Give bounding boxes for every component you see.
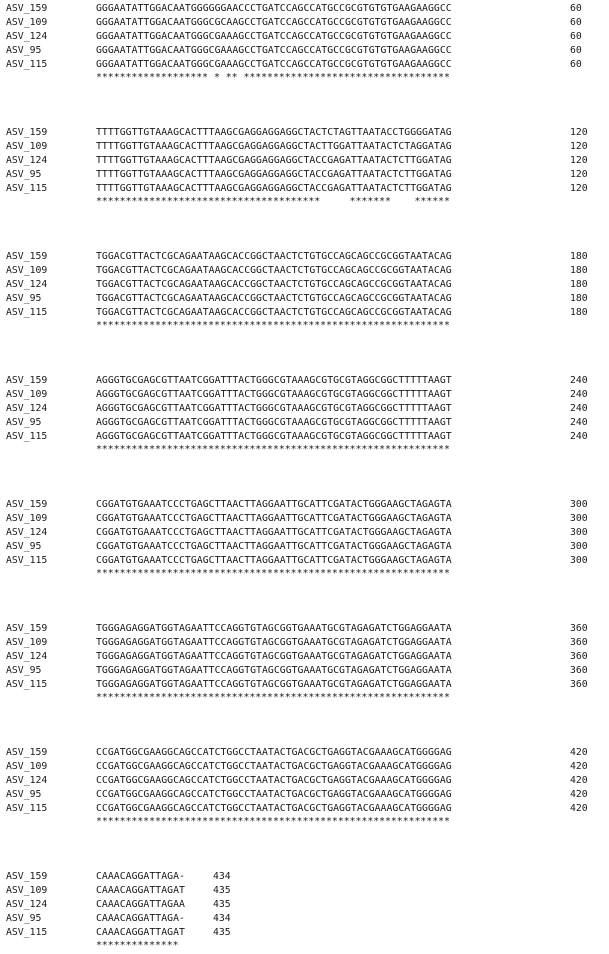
block-gap (6, 582, 609, 622)
sequence-name: ASV_95 (6, 293, 42, 304)
sequence-name: ASV_109 (6, 265, 48, 276)
block-gap (6, 458, 609, 498)
consensus-line (6, 444, 609, 458)
sequence-position: 360 (570, 623, 588, 634)
sequence-name: ASV_109 (6, 761, 48, 772)
sequence-position: 420 (570, 803, 588, 814)
sequence-row (6, 168, 609, 182)
sequence-position: 240 (570, 375, 588, 386)
alignment-block (6, 870, 609, 954)
sequence-row (6, 154, 609, 168)
sequence-residues: TGGGAGAGGATGGTAGAATTCCAGGTGTAGCGGTGAAATGCGTAGAGATCTGGAGGAATA (96, 623, 452, 634)
sequence-residues: TGGACGTTACTCGCAGAATAAGCACCGGCTAACTCTGTGCCAGCAGCCGCGGTAATACAG (96, 251, 452, 262)
sequence-residues: CCGATGGCGAAGGCAGCCATCTGGCCTAATACTGACGCTGAGGTACGAAAGCATGGGGAG (96, 761, 452, 772)
sequence-position: 420 (570, 775, 588, 786)
sequence-position: 180 (570, 251, 588, 262)
sequence-row (6, 746, 609, 760)
sequence-residues: TTTTGGTTGTAAAGCACTTTAAGCGAGGAGGAGGCTACCGAGATTAATACTCTTGGATAG (96, 155, 452, 166)
sequence-position: 300 (570, 527, 588, 538)
sequence-name: ASV_115 (6, 183, 48, 194)
sequence-position: 240 (570, 417, 588, 428)
sequence-name: ASV_109 (6, 17, 48, 28)
sequence-residues: AGGGTGCGAGCGTTAATCGGATTTACTGGGCGTAAAGCGTGCGTAGGCGGCTTTTTAAGT (96, 403, 452, 414)
sequence-row (6, 664, 609, 678)
consensus-symbols: ************************************************************ (96, 816, 450, 827)
sequence-row (6, 554, 609, 568)
sequence-position: 240 (570, 403, 588, 414)
sequence-row (6, 374, 609, 388)
sequence-position: 60 (570, 59, 582, 70)
sequence-position: 240 (570, 431, 588, 442)
sequence-position: 120 (570, 169, 588, 180)
sequence-residues: TTTTGGTTGTAAAGCACTTTAAGCGAGGAGGAGGCTACTTGGATTAATACTCTAGGATAG (96, 141, 452, 152)
sequence-name: ASV_95 (6, 417, 42, 428)
alignment-block (6, 126, 609, 210)
sequence-residues: GGGAATATTGGACAATGGGCGCAAGCCTGATCCAGCCATGCCGCGTGTGTGAAGAAGGCC (96, 17, 452, 28)
sequence-row (6, 140, 609, 154)
sequence-row (6, 388, 609, 402)
sequence-name: ASV_109 (6, 513, 48, 524)
sequence-row (6, 430, 609, 444)
sequence-row (6, 650, 609, 664)
sequence-residues: CGGATGTGAAATCCCTGAGCTTAACTTAGGAATTGCATTCGATACTGGGAAGCTAGAGTA (96, 541, 452, 552)
sequence-position: 120 (570, 127, 588, 138)
sequence-row (6, 526, 609, 540)
consensus-line (6, 568, 609, 582)
sequence-residues: CGGATGTGAAATCCCTGAGCTTAACTTAGGAATTGCATTCGATACTGGGAAGCTAGAGTA (96, 499, 452, 510)
sequence-name: ASV_115 (6, 307, 48, 318)
sequence-residues: TTTTGGTTGTAAAGCACTTTAAGCGAGGAGGAGGCTACCGAGATTAATACTCTTGGATAG (96, 169, 452, 180)
sequence-residues: CGGATGTGAAATCCCTGAGCTTAACTTAGGAATTGCATTCGATACTGGGAAGCTAGAGTA (96, 527, 452, 538)
block-gap (6, 830, 609, 870)
sequence-position: 434 (212, 913, 231, 924)
sequence-residues: AGGGTGCGAGCGTTAATCGGATTTACTGGGCGTAAAGCGTGCGTAGGCGGCTTTTTAAGT (96, 389, 452, 400)
consensus-symbols: ************************************************************ (96, 568, 450, 579)
sequence-residues: CAAACAGGATTAGAT (96, 927, 185, 938)
sequence-name: ASV_115 (6, 431, 48, 442)
sequence-name: ASV_124 (6, 31, 48, 42)
alignment-block (6, 622, 609, 706)
sequence-row (6, 788, 609, 802)
sequence-residues: CCGATGGCGAAGGCAGCCATCTGGCCTAATACTGACGCTGAGGTACGAAAGCATGGGGAG (96, 775, 452, 786)
sequence-residues: CGGATGTGAAATCCCTGAGCTTAACTTAGGAATTGCATTCGATACTGGGAAGCTAGAGTA (96, 513, 452, 524)
sequence-row (6, 926, 609, 940)
sequence-position: 240 (570, 389, 588, 400)
sequence-name: ASV_95 (6, 169, 42, 180)
sequence-name: ASV_115 (6, 803, 48, 814)
sequence-name: ASV_159 (6, 127, 48, 138)
sequence-row (6, 884, 609, 898)
sequence-row (6, 622, 609, 636)
sequence-name: ASV_159 (6, 251, 48, 262)
sequence-position: 180 (570, 279, 588, 290)
alignment-block (6, 746, 609, 830)
sequence-position: 435 (212, 927, 231, 938)
sequence-name: ASV_159 (6, 499, 48, 510)
sequence-residues: TGGGAGAGGATGGTAGAATTCCAGGTGTAGCGGTGAAATGCGTAGAGATCTGGAGGAATA (96, 665, 452, 676)
sequence-name: ASV_109 (6, 885, 48, 896)
sequence-position: 434 (212, 871, 231, 882)
sequence-residues: TGGGAGAGGATGGTAGAATTCCAGGTGTAGCGGTGAAATGCGTAGAGATCTGGAGGAATA (96, 637, 452, 648)
sequence-name: ASV_115 (6, 927, 48, 938)
sequence-residues: CAAACAGGATTAGAT (96, 885, 185, 896)
sequence-row (6, 182, 609, 196)
sequence-row (6, 250, 609, 264)
sequence-residues: AGGGTGCGAGCGTTAATCGGATTTACTGGGCGTAAAGCGTGCGTAGGCGGCTTTTTAAGT (96, 375, 452, 386)
sequence-residues: CCGATGGCGAAGGCAGCCATCTGGCCTAATACTGACGCTGAGGTACGAAAGCATGGGGAG (96, 747, 452, 758)
sequence-position: 420 (570, 747, 588, 758)
sequence-row (6, 2, 609, 16)
sequence-position: 420 (570, 789, 588, 800)
sequence-residues: CCGATGGCGAAGGCAGCCATCTGGCCTAATACTGACGCTGAGGTACGAAAGCATGGGGAG (96, 803, 452, 814)
sequence-row (6, 540, 609, 554)
sequence-residues: TTTTGGTTGTAAAGCACTTTAAGCGAGGAGGAGGCTACCGAGATTAATACTCTTGGATAG (96, 183, 452, 194)
consensus-line (6, 72, 609, 86)
alignment-block (6, 2, 609, 86)
sequence-position: 300 (570, 541, 588, 552)
sequence-position: 300 (570, 513, 588, 524)
sequence-residues: GGGAATATTGGACAATGGGCGAAAGCCTGATCCAGCCATGCCGCGTGTGTGAAGAAGGCC (96, 45, 452, 56)
sequence-row (6, 278, 609, 292)
alignment-block (6, 250, 609, 334)
block-gap (6, 706, 609, 746)
sequence-name: ASV_109 (6, 637, 48, 648)
sequence-position: 60 (570, 31, 582, 42)
sequence-name: ASV_95 (6, 789, 42, 800)
block-gap (6, 86, 609, 126)
sequence-residues: AGGGTGCGAGCGTTAATCGGATTTACTGGGCGTAAAGCGTGCGTAGGCGGCTTTTTAAGT (96, 417, 452, 428)
sequence-row (6, 126, 609, 140)
sequence-residues: TGGACGTTACTCGCAGAATAAGCACCGGCTAACTCTGTGCCAGCAGCCGCGGTAATACAG (96, 293, 452, 304)
consensus-line (6, 692, 609, 706)
consensus-symbols: ************************************************************ (96, 444, 450, 455)
sequence-name: ASV_95 (6, 541, 42, 552)
consensus-symbols: ************************************************************ (96, 692, 450, 703)
block-gap (6, 334, 609, 374)
sequence-position: 120 (570, 141, 588, 152)
sequence-position: 60 (570, 45, 582, 56)
sequence-name: ASV_109 (6, 389, 48, 400)
sequence-position: 300 (570, 555, 588, 566)
sequence-row (6, 44, 609, 58)
sequence-row (6, 498, 609, 512)
sequence-residues: AGGGTGCGAGCGTTAATCGGATTTACTGGGCGTAAAGCGTGCGTAGGCGGCTTTTTAAGT (96, 431, 452, 442)
sequence-position: 60 (570, 17, 582, 28)
sequence-residues: TTTTGGTTGTAAAGCACTTTAAGCGAGGAGGAGGCTACTCTAGTTAATACCTGGGGATAG (96, 127, 452, 138)
sequence-residues: CAAACAGGATTAGA- (96, 871, 185, 882)
sequence-name: ASV_159 (6, 871, 48, 882)
consensus-line (6, 320, 609, 334)
sequence-residues: CAAACAGGATTAGA- (96, 913, 185, 924)
sequence-row (6, 512, 609, 526)
sequence-position: 180 (570, 307, 588, 318)
sequence-residues: CGGATGTGAAATCCCTGAGCTTAACTTAGGAATTGCATTCGATACTGGGAAGCTAGAGTA (96, 555, 452, 566)
sequence-position: 435 (212, 885, 231, 896)
sequence-position: 180 (570, 265, 588, 276)
sequence-row (6, 774, 609, 788)
sequence-position: 180 (570, 293, 588, 304)
sequence-position: 120 (570, 155, 588, 166)
sequence-position: 435 (212, 899, 231, 910)
sequence-name: ASV_95 (6, 45, 42, 56)
sequence-name: ASV_124 (6, 155, 48, 166)
sequence-name: ASV_95 (6, 913, 42, 924)
sequence-row (6, 636, 609, 650)
sequence-row (6, 58, 609, 72)
sequence-name: ASV_159 (6, 747, 48, 758)
sequence-name: ASV_124 (6, 775, 48, 786)
sequence-residues: CCGATGGCGAAGGCAGCCATCTGGCCTAATACTGACGCTGAGGTACGAAAGCATGGGGAG (96, 789, 452, 800)
sequence-residues: TGGGAGAGGATGGTAGAATTCCAGGTGTAGCGGTGAAATGCGTAGAGATCTGGAGGAATA (96, 651, 452, 662)
sequence-row (6, 898, 609, 912)
sequence-position: 120 (570, 183, 588, 194)
sequence-position: 300 (570, 499, 588, 510)
consensus-symbols: ************************************************************ (96, 320, 450, 331)
sequence-row (6, 802, 609, 816)
sequence-residues: TGGACGTTACTCGCAGAATAAGCACCGGCTAACTCTGTGCCAGCAGCCGCGGTAATACAG (96, 279, 452, 290)
sequence-position: 360 (570, 665, 588, 676)
consensus-line (6, 816, 609, 830)
sequence-name: ASV_115 (6, 59, 48, 70)
sequence-row (6, 16, 609, 30)
consensus-line (6, 196, 609, 210)
sequence-row (6, 264, 609, 278)
sequence-name: ASV_124 (6, 527, 48, 538)
sequence-row (6, 292, 609, 306)
sequence-name: ASV_109 (6, 141, 48, 152)
sequence-position: 360 (570, 637, 588, 648)
alignment-block (6, 498, 609, 582)
sequence-name: ASV_159 (6, 375, 48, 386)
sequence-name: ASV_124 (6, 279, 48, 290)
sequence-row (6, 306, 609, 320)
sequence-row (6, 870, 609, 884)
sequence-name: ASV_124 (6, 403, 48, 414)
consensus-symbols: ************** (96, 940, 179, 951)
consensus-symbols: ************************************** ******* ****** (96, 196, 450, 207)
sequence-residues: GGGAATATTGGACAATGGGGGGAACCCTGATCCAGCCATGCCGCGTGTGTGAAGAAGGCC (96, 3, 452, 14)
consensus-symbols: ******************* * ** *********************************** (96, 72, 450, 83)
sequence-row (6, 912, 609, 926)
sequence-position: 420 (570, 761, 588, 772)
sequence-name: ASV_124 (6, 651, 48, 662)
sequence-name: ASV_159 (6, 623, 48, 634)
block-gap (6, 210, 609, 250)
alignment-block (6, 374, 609, 458)
sequence-row (6, 402, 609, 416)
sequence-row (6, 30, 609, 44)
sequence-name: ASV_115 (6, 555, 48, 566)
sequence-residues: TGGGAGAGGATGGTAGAATTCCAGGTGTAGCGGTGAAATGCGTAGAGATCTGGAGGAATA (96, 679, 452, 690)
sequence-residues: CAAACAGGATTAGAA (96, 899, 185, 910)
sequence-name: ASV_115 (6, 679, 48, 690)
consensus-line (6, 940, 609, 954)
sequence-name: ASV_124 (6, 899, 48, 910)
sequence-row (6, 678, 609, 692)
sequence-residues: TGGACGTTACTCGCAGAATAAGCACCGGCTAACTCTGTGCCAGCAGCCGCGGTAATACAG (96, 307, 452, 318)
sequence-position: 360 (570, 651, 588, 662)
sequence-name: ASV_159 (6, 3, 48, 14)
sequence-residues: TGGACGTTACTCGCAGAATAAGCACCGGCTAACTCTGTGCCAGCAGCCGCGGTAATACAG (96, 265, 452, 276)
sequence-residues: GGGAATATTGGACAATGGGCGAAAGCCTGATCCAGCCATGCCGCGTGTGTGAAGAAGGCC (96, 59, 452, 70)
sequence-name: ASV_95 (6, 665, 42, 676)
sequence-row (6, 416, 609, 430)
sequence-residues: GGGAATATTGGACAATGGGCGAAAGCCTGATCCAGCCATGCCGCGTGTGTGAAGAAGGCC (96, 31, 452, 42)
sequence-position: 60 (570, 3, 582, 14)
sequence-position: 360 (570, 679, 588, 690)
